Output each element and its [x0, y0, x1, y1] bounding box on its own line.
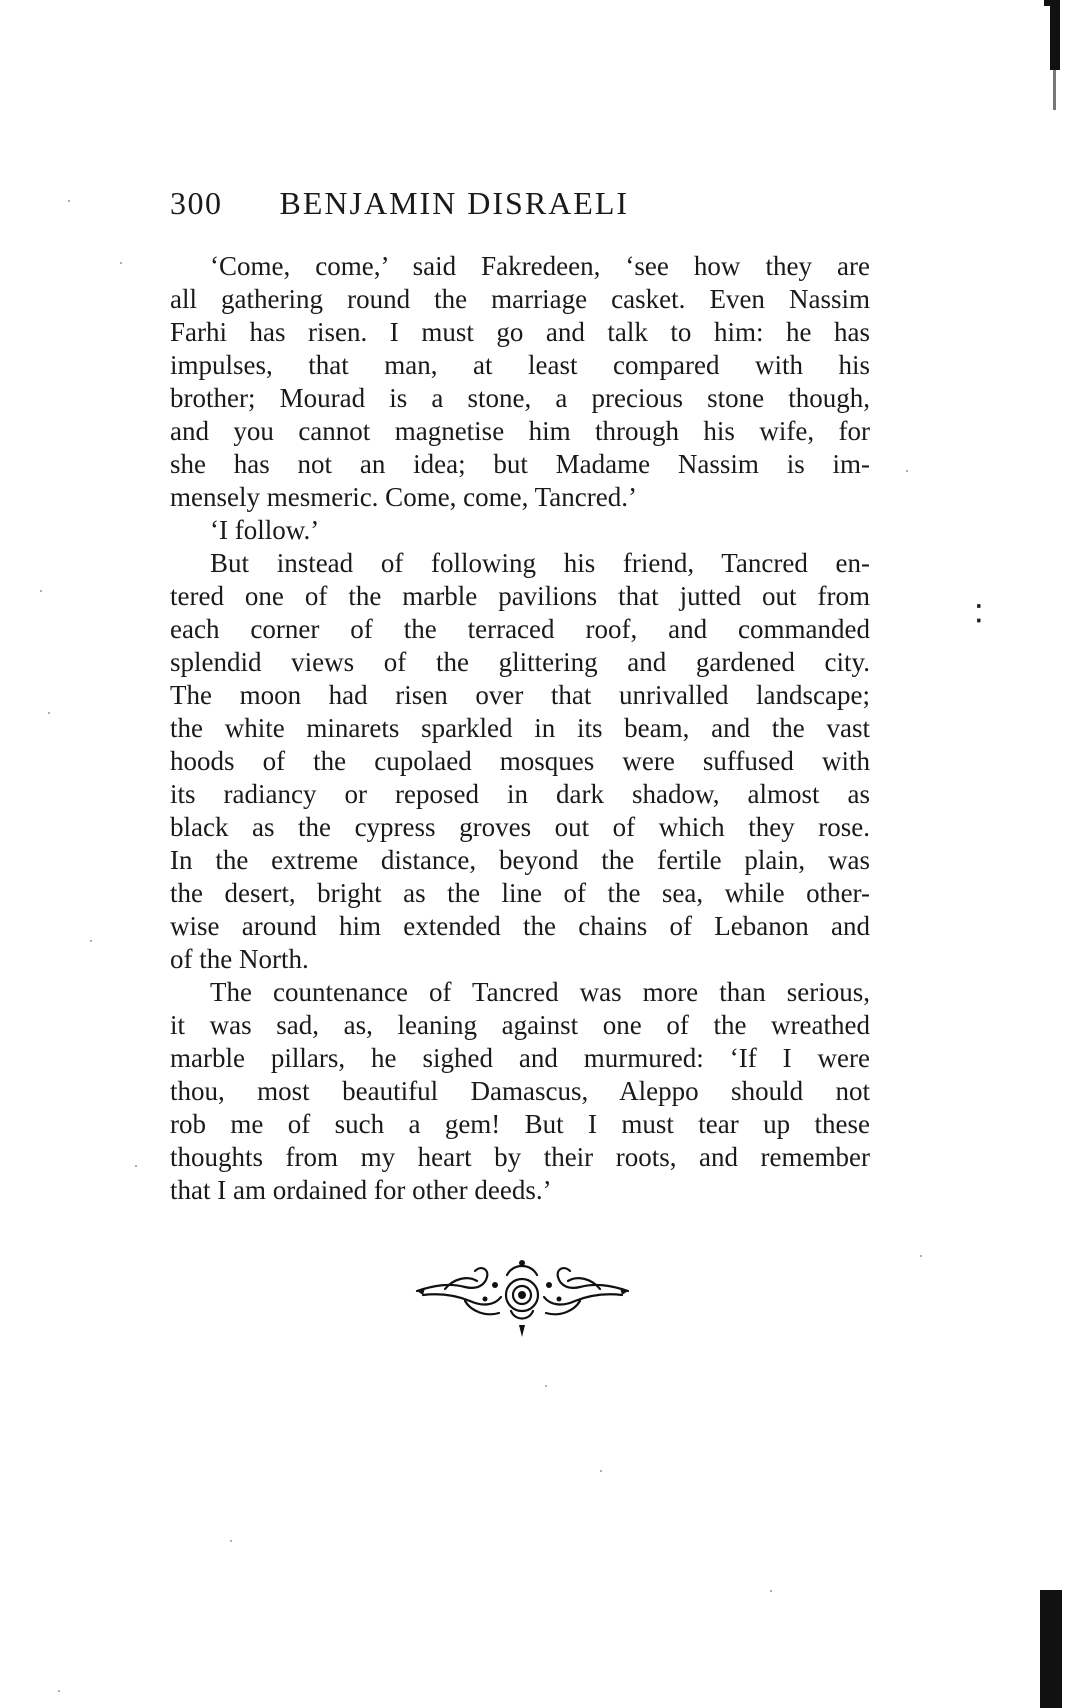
- text-line: she has not an idea; but Madame Nassim is im-: [170, 449, 870, 479]
- text-line: rob me of such a gem! But I must tear up these: [170, 1109, 870, 1139]
- paper-speck: [68, 200, 70, 202]
- text-line: Farhi has risen. I must go and talk to him: he has: [170, 317, 870, 347]
- text-line: tered one of the marble pavilions that jutted out from: [170, 581, 870, 611]
- text-line: In the extreme distance, beyond the fertile plain, was: [170, 845, 870, 875]
- paper-speck: [920, 1255, 922, 1257]
- text-line: that I am ordained for other deeds.’: [170, 1175, 552, 1205]
- paper-speck: [545, 1385, 547, 1387]
- text-line: thoughts from my heart by their roots, and remember: [170, 1142, 870, 1172]
- text-line: The countenance of Tancred was more than serious,: [210, 977, 870, 1007]
- paper-speck: [58, 1690, 60, 1692]
- paper-speck: [120, 262, 122, 264]
- text-line: all gathering round the marriage casket. Even Nassim: [170, 284, 870, 314]
- floral-tailpiece-ornament-icon: [415, 1255, 630, 1340]
- text-line: mensely mesmeric. Come, come, Tancred.’: [170, 482, 637, 512]
- paper-speck: [90, 940, 92, 942]
- scan-edge-mark: [1044, 0, 1064, 120]
- text-line: marble pillars, he sighed and murmured: ‘If I were: [170, 1043, 870, 1073]
- text-line: of the North.: [170, 944, 309, 974]
- text-line: But instead of following his friend, Tancred en-: [210, 548, 870, 578]
- text-line: hoods of the cupolaed mosques were suffused with: [170, 746, 870, 776]
- text-line: the white minarets sparkled in its beam, and the vast: [170, 713, 870, 743]
- paper-speck: [48, 712, 50, 714]
- text-line: ‘I follow.’: [210, 515, 320, 545]
- text-line: brother; Mourad is a stone, a precious stone though,: [170, 383, 870, 413]
- page-number: 300: [170, 185, 223, 221]
- text-line: each corner of the terraced roof, and commanded: [170, 614, 870, 644]
- paper-speck: [906, 470, 908, 472]
- running-title: BENJAMIN DISRAELI: [279, 185, 630, 221]
- text-line: the desert, bright as the line of the sea, while other-: [170, 878, 870, 908]
- paper-speck: [230, 1540, 232, 1542]
- text-line: The moon had risen over that unrivalled landscape;: [170, 680, 870, 710]
- running-header: [170, 185, 870, 222]
- body-text: [170, 250, 870, 1207]
- paper-speck: [135, 1165, 137, 1167]
- paper-speck: [770, 1590, 772, 1592]
- text-line: ‘Come, come,’ said Fakredeen, ‘see how they are: [210, 251, 870, 281]
- text-line: wise around him extended the chains of Lebanon and: [170, 911, 870, 941]
- paper-speck: [40, 590, 42, 592]
- scan-edge-mark: [1040, 1590, 1062, 1708]
- text-line: impulses, that man, at least compared with his: [170, 350, 870, 380]
- stray-mark: ⁚: [975, 602, 983, 628]
- text-line: thou, most beautiful Damascus, Aleppo should not: [170, 1076, 870, 1106]
- paper-speck: [600, 1470, 602, 1472]
- text-line: and you cannot magnetise him through his wife, for: [170, 416, 870, 446]
- text-line: black as the cypress groves out of which they rose.: [170, 812, 870, 842]
- text-line: it was sad, as, leaning against one of the wreathed: [170, 1010, 870, 1040]
- text-line: splendid views of the glittering and gardened city.: [170, 647, 870, 677]
- text-line: its radiancy or reposed in dark shadow, almost as: [170, 779, 870, 809]
